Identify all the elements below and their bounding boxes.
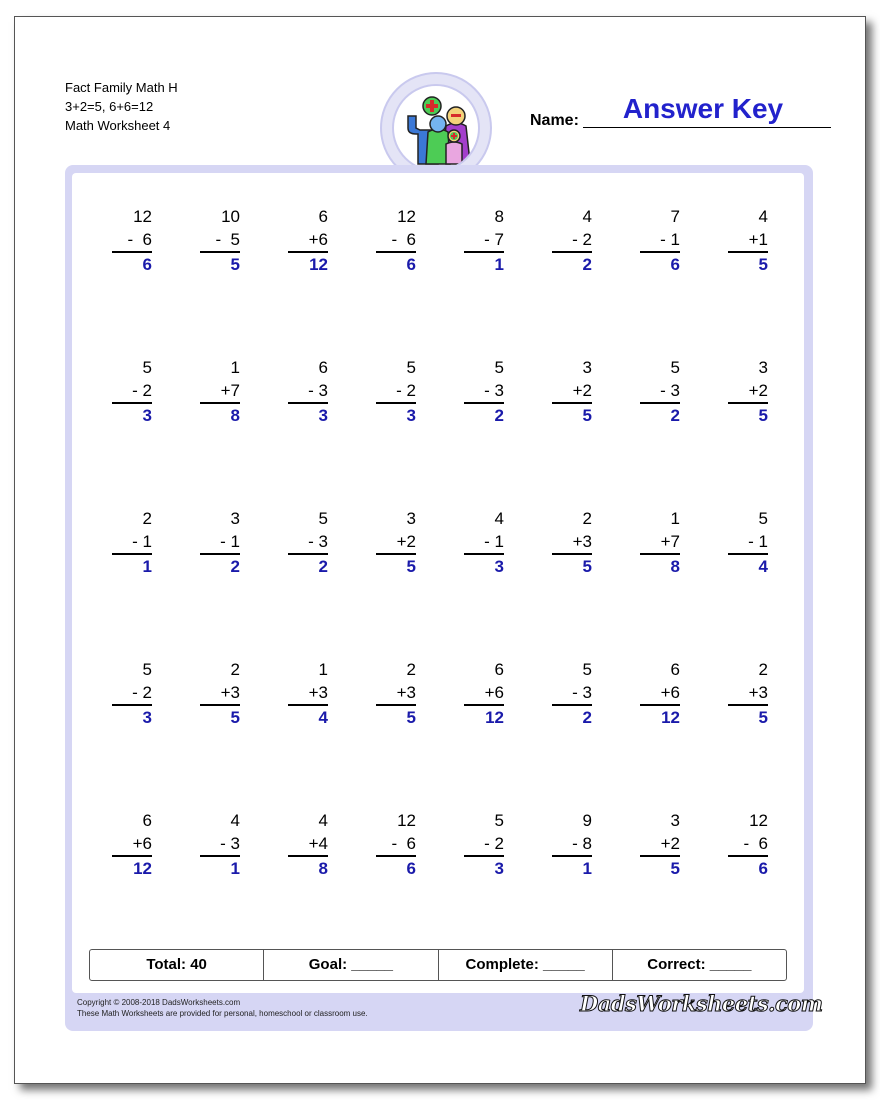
problem-top-number: 5 bbox=[494, 358, 504, 377]
problem-answer: 2 bbox=[582, 708, 592, 727]
math-problem bbox=[288, 809, 328, 880]
problem-answer: 5 bbox=[230, 708, 240, 727]
math-problem bbox=[728, 809, 768, 880]
math-problem bbox=[640, 507, 680, 578]
problem-operator-line: +7 bbox=[200, 379, 240, 404]
brand-logo: DadsWorksheets.com bbox=[580, 991, 823, 1016]
problem-operator-line: +7 bbox=[640, 530, 680, 555]
math-problem bbox=[728, 205, 768, 276]
footer-copyright bbox=[77, 997, 368, 1019]
problem-answer: 5 bbox=[406, 708, 416, 727]
math-problem bbox=[376, 507, 416, 578]
problem-operator-line: - 6 bbox=[376, 228, 416, 253]
problem-top-number: 4 bbox=[758, 207, 768, 226]
problem-operator-line: +1 bbox=[728, 228, 768, 253]
problem-answer: 8 bbox=[318, 859, 328, 878]
math-problem bbox=[288, 507, 328, 578]
problem-top-number: 5 bbox=[406, 358, 416, 377]
problem-top-number: 10 bbox=[221, 207, 240, 226]
family-icon bbox=[394, 86, 480, 172]
math-problem bbox=[640, 356, 680, 427]
problem-operator-line: +2 bbox=[640, 832, 680, 857]
name-line bbox=[583, 127, 831, 128]
problem-operator-line: - 7 bbox=[464, 228, 504, 253]
problem-operator-line: +6 bbox=[288, 228, 328, 253]
math-problem bbox=[112, 809, 152, 880]
problem-answer: 12 bbox=[485, 708, 504, 727]
problem-top-number: 5 bbox=[318, 509, 328, 528]
problem-top-number: 6 bbox=[670, 660, 680, 679]
math-problem bbox=[112, 507, 152, 578]
math-problem bbox=[200, 507, 240, 578]
problem-answer: 2 bbox=[670, 406, 680, 425]
score-goal: Goal: _____ bbox=[264, 950, 438, 980]
problem-operator-line: +6 bbox=[640, 681, 680, 706]
math-problem bbox=[112, 356, 152, 427]
problem-operator-line: - 3 bbox=[464, 379, 504, 404]
problem-top-number: 9 bbox=[582, 811, 592, 830]
math-problem bbox=[288, 356, 328, 427]
problem-answer: 4 bbox=[318, 708, 328, 727]
math-problem bbox=[640, 809, 680, 880]
problem-answer: 5 bbox=[230, 255, 240, 274]
problem-top-number: 5 bbox=[670, 358, 680, 377]
problem-top-number: 4 bbox=[494, 509, 504, 528]
worksheet-page bbox=[14, 16, 866, 1084]
problem-top-number: 12 bbox=[397, 207, 416, 226]
problem-answer: 12 bbox=[309, 255, 328, 274]
problem-operator-line: +3 bbox=[552, 530, 592, 555]
problem-answer: 1 bbox=[142, 557, 152, 576]
problem-operator-line: - 5 bbox=[200, 228, 240, 253]
problem-answer: 2 bbox=[318, 557, 328, 576]
math-problem bbox=[376, 356, 416, 427]
problem-answer: 3 bbox=[142, 406, 152, 425]
math-problem bbox=[464, 205, 504, 276]
problem-top-number: 4 bbox=[582, 207, 592, 226]
problem-operator-line: - 6 bbox=[112, 228, 152, 253]
problem-top-number: 5 bbox=[142, 660, 152, 679]
usage-note: These Math Worksheets are provided for personal, homeschool or classroom use. bbox=[77, 1009, 368, 1018]
problem-answer: 3 bbox=[142, 708, 152, 727]
problem-top-number: 6 bbox=[142, 811, 152, 830]
problem-operator-line: - 3 bbox=[640, 379, 680, 404]
math-problem bbox=[552, 507, 592, 578]
problem-operator-line: - 2 bbox=[552, 228, 592, 253]
problem-operator-line: +3 bbox=[376, 681, 416, 706]
problem-top-number: 6 bbox=[318, 207, 328, 226]
problem-top-number: 2 bbox=[142, 509, 152, 528]
name-label: Name: bbox=[530, 112, 579, 129]
problem-answer: 2 bbox=[494, 406, 504, 425]
problem-top-number: 12 bbox=[397, 811, 416, 830]
problem-answer: 6 bbox=[406, 859, 416, 878]
problem-answer: 6 bbox=[758, 859, 768, 878]
problem-answer: 1 bbox=[582, 859, 592, 878]
problem-answer: 6 bbox=[406, 255, 416, 274]
problem-top-number: 4 bbox=[318, 811, 328, 830]
problem-answer: 5 bbox=[406, 557, 416, 576]
problem-operator-line: - 3 bbox=[552, 681, 592, 706]
problem-top-number: 7 bbox=[670, 207, 680, 226]
math-problem bbox=[376, 809, 416, 880]
problem-top-number: 5 bbox=[758, 509, 768, 528]
problem-answer: 4 bbox=[758, 557, 768, 576]
problem-top-number: 2 bbox=[758, 660, 768, 679]
problem-answer: 3 bbox=[494, 859, 504, 878]
math-problem bbox=[200, 356, 240, 427]
problem-operator-line: - 3 bbox=[288, 530, 328, 555]
score-bar bbox=[89, 949, 787, 981]
math-problem bbox=[200, 809, 240, 880]
problem-operator-line: - 3 bbox=[200, 832, 240, 857]
problem-operator-line: - 1 bbox=[200, 530, 240, 555]
problem-top-number: 1 bbox=[230, 358, 240, 377]
problem-answer: 12 bbox=[133, 859, 152, 878]
problem-operator-line: +3 bbox=[288, 681, 328, 706]
problem-answer: 6 bbox=[142, 255, 152, 274]
worksheet-header bbox=[65, 78, 178, 135]
math-problem bbox=[376, 205, 416, 276]
problem-top-number: 3 bbox=[758, 358, 768, 377]
math-problem bbox=[112, 658, 152, 729]
problem-top-number: 3 bbox=[670, 811, 680, 830]
problem-operator-line: +2 bbox=[728, 379, 768, 404]
math-problem bbox=[200, 205, 240, 276]
problem-answer: 3 bbox=[494, 557, 504, 576]
problem-top-number: 6 bbox=[494, 660, 504, 679]
math-problem bbox=[464, 658, 504, 729]
problem-top-number: 4 bbox=[230, 811, 240, 830]
score-complete: Complete: _____ bbox=[439, 950, 613, 980]
problem-top-number: 3 bbox=[406, 509, 416, 528]
problem-answer: 1 bbox=[230, 859, 240, 878]
problem-top-number: 1 bbox=[318, 660, 328, 679]
problem-answer: 5 bbox=[582, 557, 592, 576]
math-problem bbox=[640, 205, 680, 276]
math-problem bbox=[640, 658, 680, 729]
problem-operator-line: +4 bbox=[288, 832, 328, 857]
problem-answer: 5 bbox=[758, 255, 768, 274]
problem-operator-line: +6 bbox=[464, 681, 504, 706]
problem-operator-line: +3 bbox=[728, 681, 768, 706]
problem-answer: 8 bbox=[670, 557, 680, 576]
problem-frame bbox=[65, 165, 823, 1031]
problem-operator-line: - 6 bbox=[376, 832, 416, 857]
problem-top-number: 8 bbox=[494, 207, 504, 226]
worksheet-number: Math Worksheet 4 bbox=[65, 118, 171, 133]
math-problem bbox=[200, 658, 240, 729]
problem-top-number: 2 bbox=[582, 509, 592, 528]
problem-top-number: 2 bbox=[230, 660, 240, 679]
problem-top-number: 12 bbox=[133, 207, 152, 226]
problem-area bbox=[72, 173, 804, 993]
problem-operator-line: - 1 bbox=[728, 530, 768, 555]
problem-operator-line: +2 bbox=[552, 379, 592, 404]
problem-top-number: 1 bbox=[670, 509, 680, 528]
problem-top-number: 12 bbox=[749, 811, 768, 830]
problem-answer: 3 bbox=[406, 406, 416, 425]
problem-answer: 1 bbox=[494, 255, 504, 274]
answer-key-text: Answer Key bbox=[622, 93, 784, 124]
problem-operator-line: - 6 bbox=[728, 832, 768, 857]
problem-operator-line: - 1 bbox=[112, 530, 152, 555]
math-problem bbox=[464, 356, 504, 427]
problem-answer: 5 bbox=[758, 708, 768, 727]
problem-operator-line: - 1 bbox=[464, 530, 504, 555]
problem-answer: 5 bbox=[758, 406, 768, 425]
problem-answer: 2 bbox=[230, 557, 240, 576]
math-problem bbox=[288, 205, 328, 276]
problem-operator-line: - 2 bbox=[376, 379, 416, 404]
problem-answer: 12 bbox=[661, 708, 680, 727]
problem-top-number: 3 bbox=[230, 509, 240, 528]
math-problem bbox=[464, 809, 504, 880]
math-problem bbox=[288, 658, 328, 729]
math-problem bbox=[552, 809, 592, 880]
problem-answer: 2 bbox=[582, 255, 592, 274]
math-problem bbox=[464, 507, 504, 578]
problem-top-number: 2 bbox=[406, 660, 416, 679]
problem-top-number: 5 bbox=[494, 811, 504, 830]
problem-operator-line: +6 bbox=[112, 832, 152, 857]
problem-operator-line: - 8 bbox=[552, 832, 592, 857]
problem-grid bbox=[72, 173, 804, 933]
worksheet-subtitle: 3+2=5, 6+6=12 bbox=[65, 99, 154, 114]
score-total: Total: 40 bbox=[90, 950, 264, 980]
problem-top-number: 3 bbox=[582, 358, 592, 377]
math-problem bbox=[376, 658, 416, 729]
math-problem bbox=[552, 205, 592, 276]
math-problem bbox=[112, 205, 152, 276]
math-problem bbox=[552, 658, 592, 729]
math-problem bbox=[728, 507, 768, 578]
problem-operator-line: - 2 bbox=[112, 379, 152, 404]
problem-top-number: 6 bbox=[318, 358, 328, 377]
problem-answer: 3 bbox=[318, 406, 328, 425]
score-correct: Correct: _____ bbox=[647, 956, 752, 973]
problem-operator-line: - 2 bbox=[464, 832, 504, 857]
problem-operator-line: +3 bbox=[200, 681, 240, 706]
problem-answer: 6 bbox=[670, 255, 680, 274]
math-problem bbox=[728, 658, 768, 729]
math-problem bbox=[552, 356, 592, 427]
problem-answer: 5 bbox=[582, 406, 592, 425]
worksheet-title: Fact Family Math H bbox=[65, 80, 178, 95]
problem-top-number: 5 bbox=[142, 358, 152, 377]
problem-operator-line: - 1 bbox=[640, 228, 680, 253]
problem-operator-line: - 3 bbox=[288, 379, 328, 404]
problem-top-number: 5 bbox=[582, 660, 592, 679]
problem-operator-line: +2 bbox=[376, 530, 416, 555]
math-problem bbox=[728, 356, 768, 427]
problem-operator-line: - 2 bbox=[112, 681, 152, 706]
copyright-text: Copyright © 2008-2018 DadsWorksheets.com bbox=[77, 998, 241, 1007]
problem-answer: 5 bbox=[670, 859, 680, 878]
problem-answer: 8 bbox=[230, 406, 240, 425]
